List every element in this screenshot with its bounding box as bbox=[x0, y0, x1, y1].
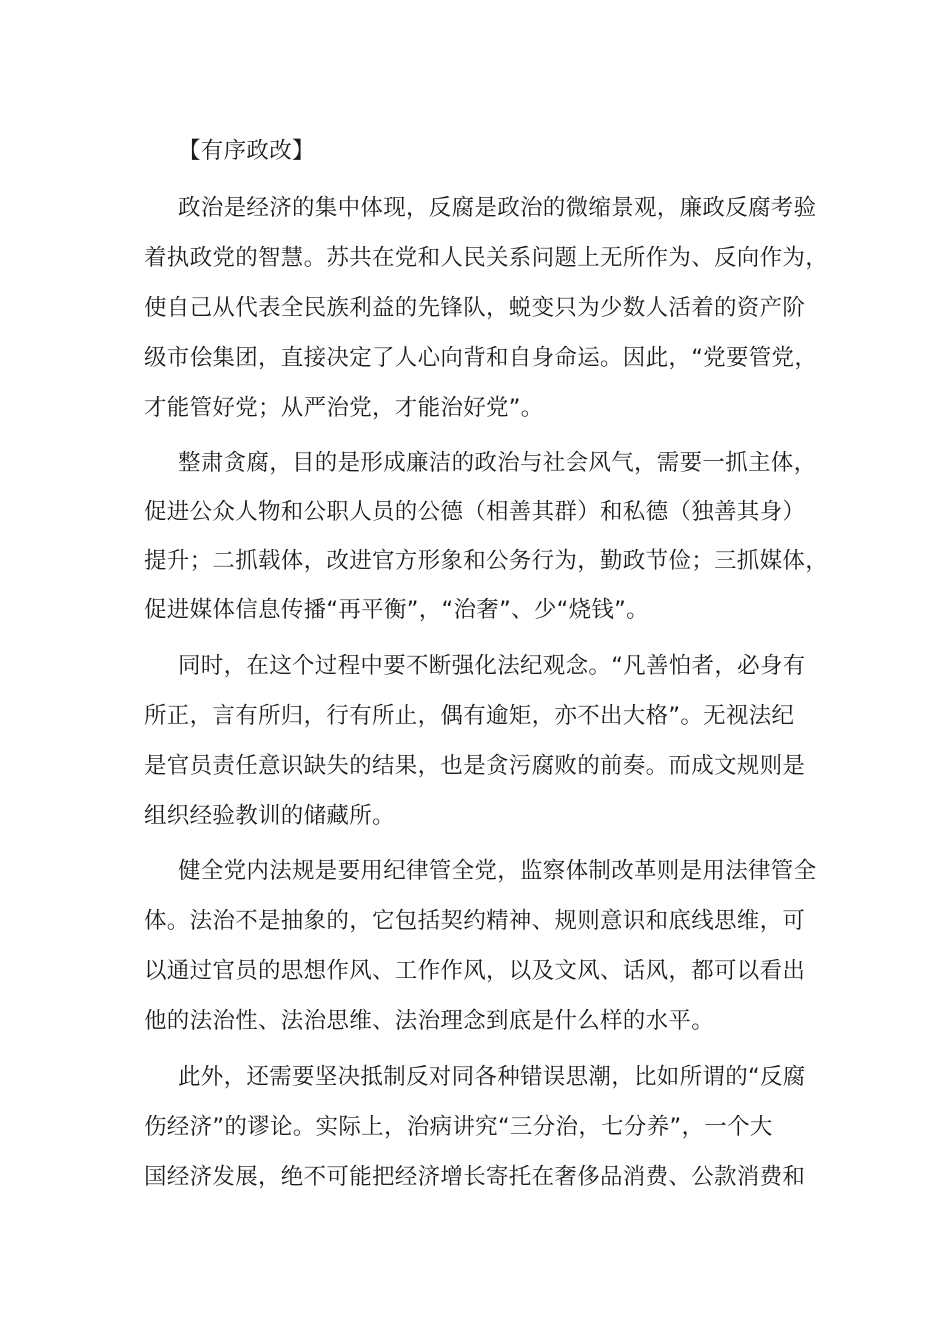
paragraph-line: 促进媒体信息传播“再平衡”，“治奢”、少“烧钱”。 bbox=[144, 597, 649, 623]
paragraph-line: 组织经验教训的储藏所。 bbox=[144, 803, 395, 829]
paragraph-line: 同时，在这个过程中要不断强化法纪观念。“凡善怕者，必身有 bbox=[178, 653, 806, 679]
paragraph-line: 国经济发展，绝不可能把经济增长寄托在奢侈品消费、公款消费和 bbox=[144, 1164, 806, 1190]
paragraph-line: 此外，还需要坚决抵制反对同各种错误思潮，比如所谓的“反腐 bbox=[178, 1064, 806, 1090]
paragraph-line: 健全党内法规是要用纪律管全党，监察体制改革则是用法律管全 bbox=[178, 858, 817, 884]
paragraph-line: 以通过官员的思想作风、工作作风，以及文风、话风，都可以看出 bbox=[144, 958, 806, 984]
paragraph-line: 是官员责任意识缺失的结果，也是贪污腐败的前奏。而成文规则是 bbox=[144, 753, 806, 779]
paragraph-line: 伤经济”的谬论。实际上，治病讲究“三分治，七分养”，一个大 bbox=[144, 1114, 773, 1140]
paragraph-line: 级市侩集团，直接决定了人心向背和自身命运。因此，“党要管党， bbox=[144, 345, 818, 371]
section-heading: 【有序政改】 bbox=[178, 138, 315, 164]
paragraph-line: 促进公众人物和公职人员的公德（相善其群）和私德（独善其身） bbox=[144, 499, 806, 525]
paragraph-line: 他的法治性、法治思维、法治理念到底是什么样的水平。 bbox=[144, 1008, 715, 1034]
paragraph-line: 着执政党的智慧。苏共在党和人民关系问题上无所作为、反向作为， bbox=[144, 245, 829, 271]
paragraph-line: 使自己从代表全民族利益的先锋队，蜕变只为少数人活着的资产阶 bbox=[144, 295, 806, 321]
paragraph-line: 政治是经济的集中体现，反腐是政治的微缩景观，廉政反腐考验 bbox=[178, 195, 817, 221]
paragraph-line: 才能管好党；从严治党，才能治好党”。 bbox=[144, 395, 544, 421]
paragraph-line: 提升；二抓载体，改进官方形象和公务行为，勤政节俭；三抓媒体， bbox=[144, 548, 829, 574]
paragraph-line: 整肃贪腐，目的是形成廉洁的政治与社会风气，需要一抓主体， bbox=[178, 450, 817, 476]
paragraph-line: 体。法治不是抽象的，它包括契约精神、规则意识和底线思维，可 bbox=[144, 908, 806, 934]
paragraph-line: 所正，言有所归，行有所止，偶有逾矩，亦不出大格”。无视法纪 bbox=[144, 703, 795, 729]
